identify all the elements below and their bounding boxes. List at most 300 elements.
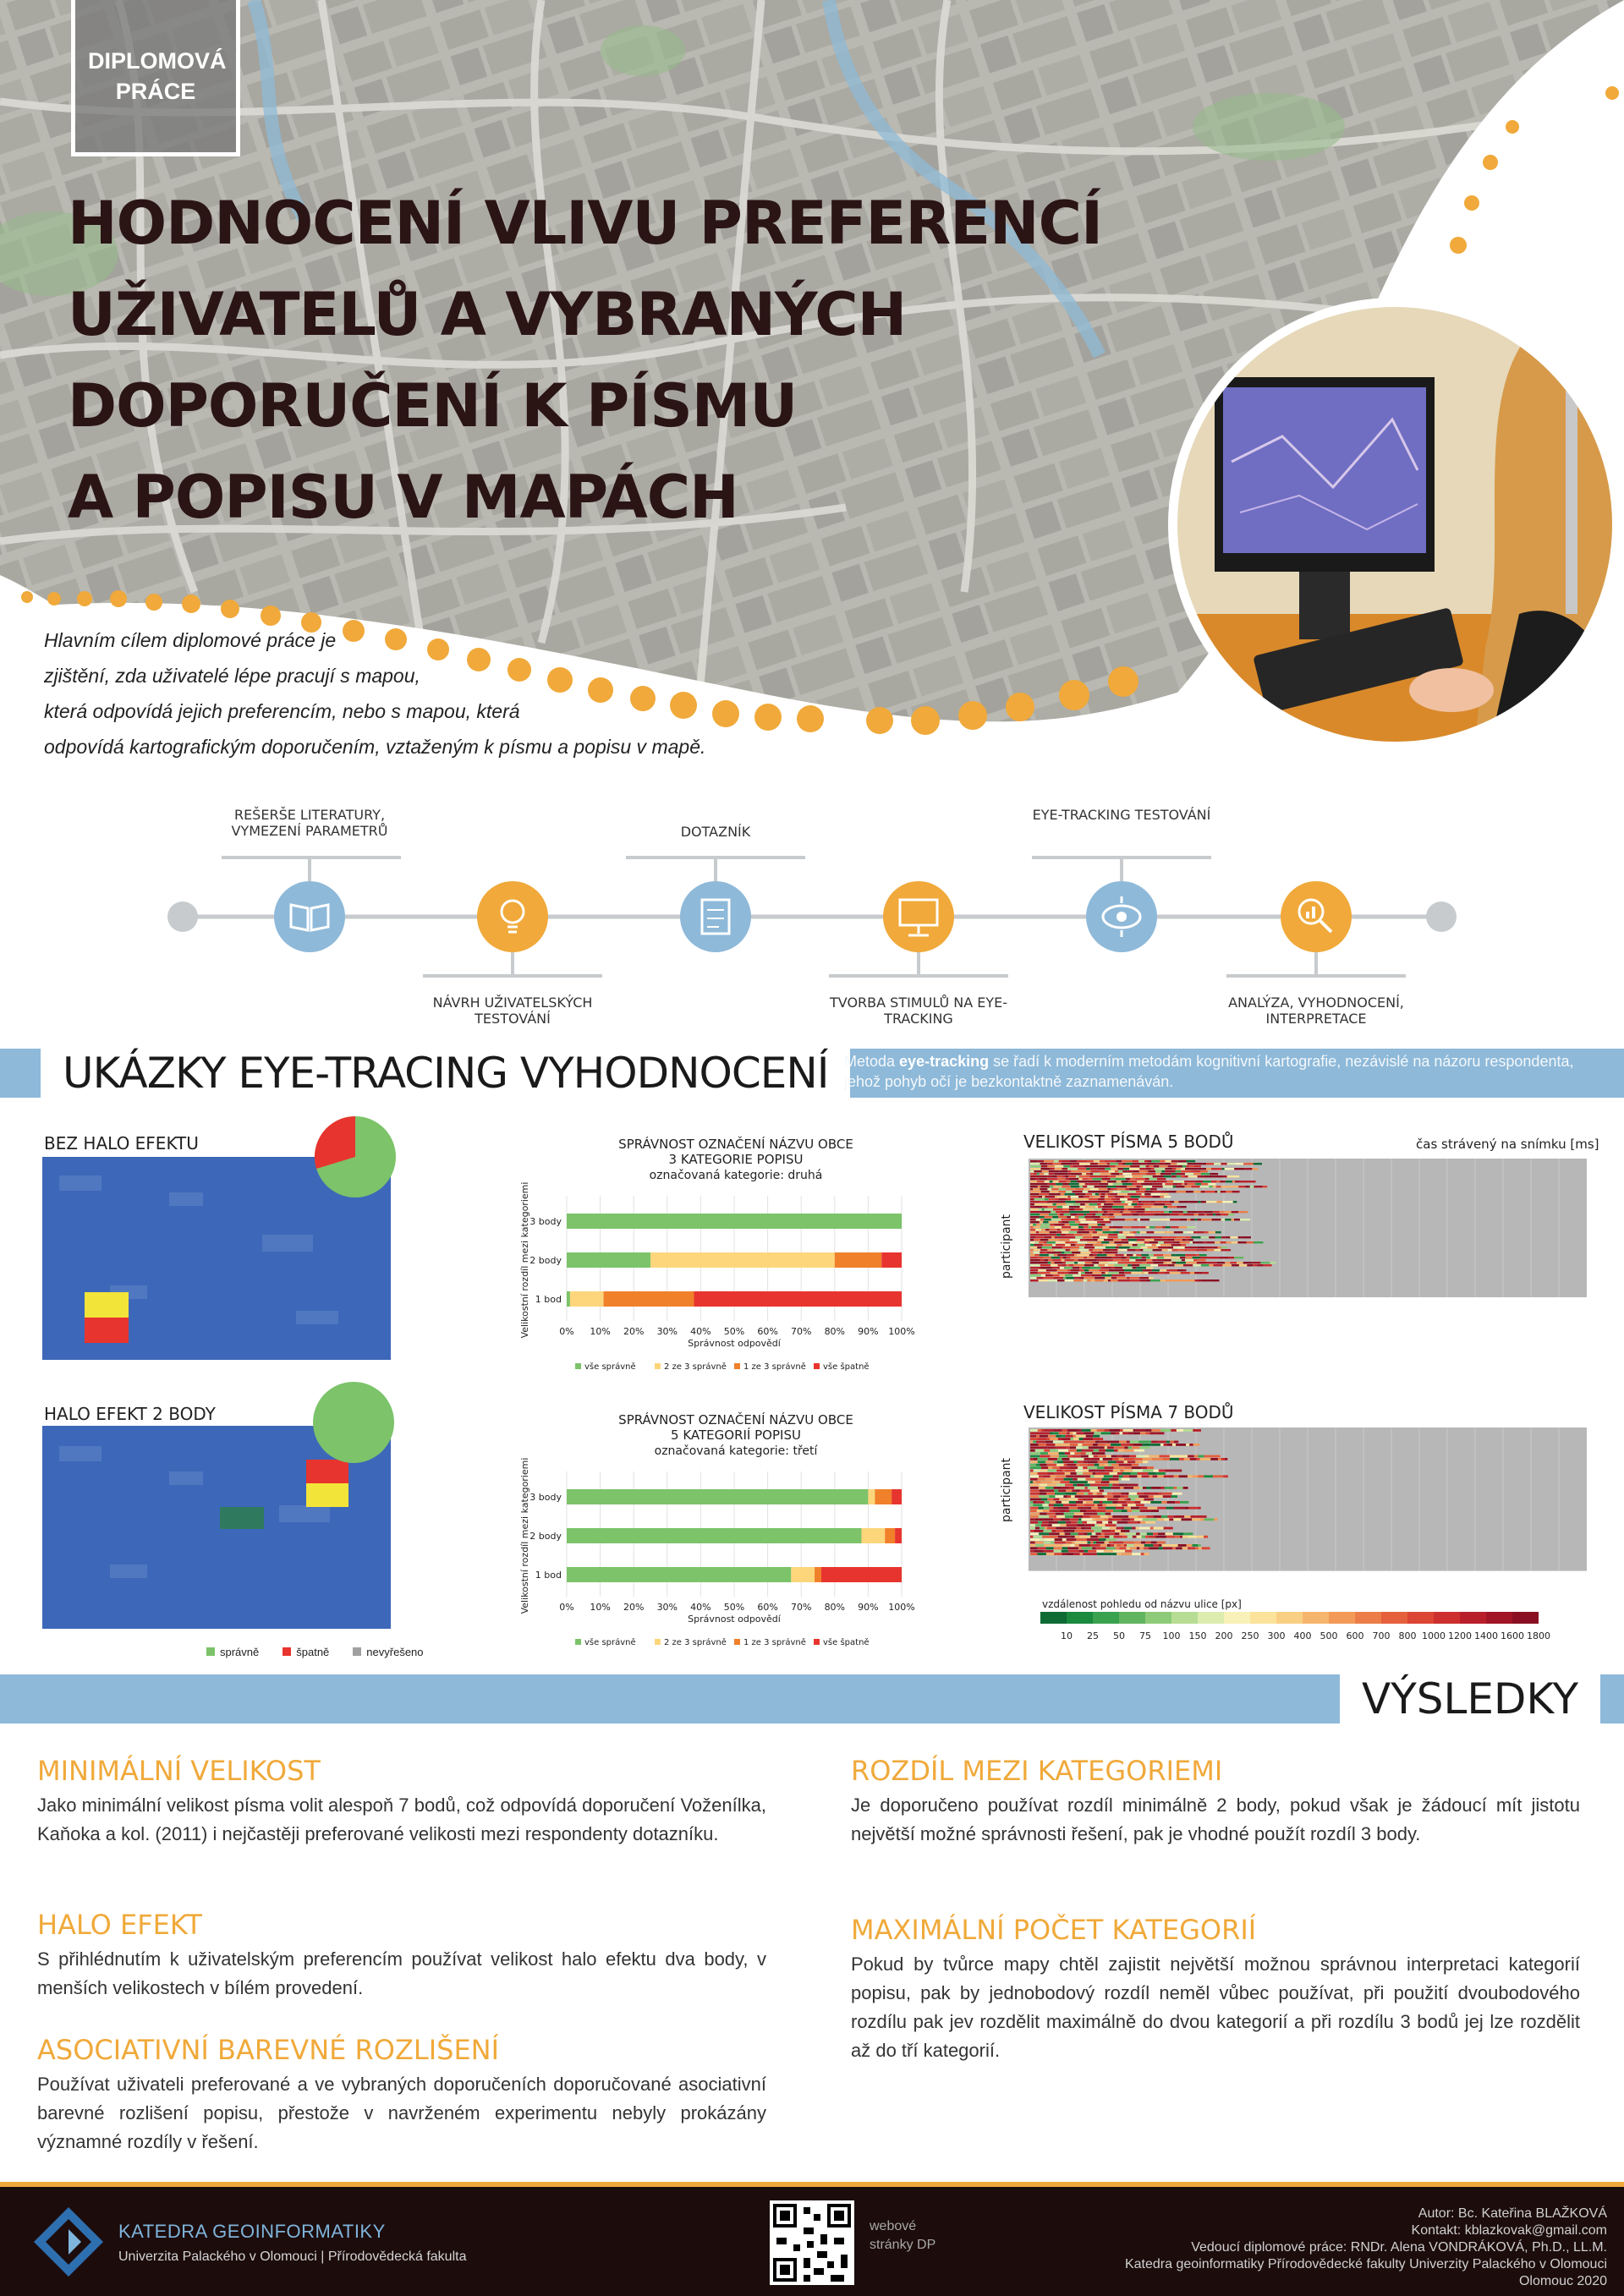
sequence-cell [1078,1229,1085,1230]
sequence-cell [1122,1183,1133,1185]
sequence-cell [1221,1186,1232,1187]
sequence-cell [1238,1186,1245,1187]
sequence-cell [1099,1269,1108,1271]
sequence-cell [1243,1241,1247,1243]
sequence-cell [1045,1460,1054,1463]
sequence-cell [1084,1513,1093,1515]
sequence-cell [1102,1478,1110,1481]
sequence-cell [1068,1550,1078,1553]
sequence-cell [1122,1280,1130,1281]
sequence-cell [1069,1178,1078,1180]
sequence-cell [1047,1241,1056,1243]
sequence-cell [1116,1175,1124,1177]
sequence-cell [1171,1175,1177,1177]
sequence-cell [1146,1165,1149,1167]
sequence-cell [1030,1460,1038,1463]
sequence-cell [1166,1441,1170,1444]
sequence-cell [1139,1165,1145,1167]
workflow-timeline [0,795,1624,1049]
sequence-cell [1094,1530,1102,1532]
sequence-cell [1083,1470,1089,1472]
sequence-cell [1108,1196,1115,1197]
sequence-cell [1111,1198,1116,1200]
legend-tick-label: 800 [1398,1630,1417,1641]
sequence-cell [1151,1193,1160,1195]
sequence-cell [1071,1214,1078,1215]
sequence-cell [1092,1193,1095,1195]
halo-panel-title-2: HALO EFEKT 2 BODY [44,1404,216,1424]
sequence-cell [1194,1214,1199,1215]
sequence-cell [1067,1536,1071,1538]
sequence-cell [1124,1544,1127,1547]
sequence-cell [1180,1219,1187,1220]
sequence-cell [1137,1536,1142,1538]
sequence-cell [1084,1438,1094,1440]
sequence-cell [1106,1550,1113,1553]
sequence-cell [1133,1163,1136,1164]
sequence-cell [1114,1208,1124,1210]
sequence-cell [1093,1173,1100,1175]
sequence-cell [1225,1211,1232,1213]
sequence-cell [1151,1444,1160,1446]
sequence-cell [1214,1163,1221,1164]
sequence-cell [1115,1196,1124,1197]
sequence-cell [1090,1475,1095,1477]
sequence-cell [1069,1206,1077,1208]
sequence-cell [1097,1231,1103,1233]
department-name: KATEDRA GEOINFORMATIKY [118,2221,386,2242]
sequence-cell [1201,1219,1211,1220]
sequence-cell [1098,1224,1101,1225]
sequence-cell [1127,1203,1131,1205]
sequence-cell [1165,1203,1171,1205]
sequence-cell [1232,1186,1238,1187]
sequence-cell [1045,1208,1054,1210]
sequence-cell [1060,1214,1063,1215]
sequence-cell [1088,1487,1098,1489]
sequence-legend-title: vzdálenost pohledu od názvu ulice [px] [1042,1598,1242,1610]
sequence-cell [1064,1267,1073,1269]
sequence-cell [1098,1206,1102,1208]
sequence-cell [1093,1178,1102,1180]
sequence-cell [1166,1226,1171,1228]
sequence-cell [1112,1553,1117,1555]
sequence-cell [1037,1553,1045,1555]
sequence-cell [1092,1495,1097,1498]
sequence-cell [1066,1489,1072,1492]
sequence-cell [1149,1277,1154,1279]
sequence-cell [1135,1178,1145,1180]
legend-swatch [1040,1612,1067,1624]
sequence-cell [1199,1547,1202,1549]
sequence-cell [1166,1280,1176,1281]
sequence-cell [1097,1201,1106,1203]
sequence-cell [1093,1435,1100,1438]
sequence-cell [1062,1206,1069,1208]
sequence-cell [1188,1547,1191,1549]
sequence-cell [1160,1193,1169,1195]
sequence-cell [1222,1168,1225,1170]
sequence-cell [1183,1211,1188,1213]
sequence-cell [1044,1160,1054,1162]
sequence-cell [1052,1247,1062,1248]
sequence-cell [1040,1163,1048,1164]
sequence-cell [1199,1214,1204,1215]
sequence-cell [1213,1186,1216,1187]
sequence-cell [1213,1475,1223,1477]
sequence-cell [1108,1264,1114,1266]
sequence-cell [1034,1239,1040,1241]
sequence-cell [1128,1181,1138,1182]
sequence-cell [1050,1186,1054,1187]
sequence-cell [1047,1464,1056,1466]
sequence-cell [1040,1493,1046,1495]
sequence-cell [1180,1206,1186,1208]
sequence-cell [1183,1532,1193,1535]
legend-swatch [575,1639,581,1645]
sequence-cell [1244,1168,1252,1170]
sequence-cell [1062,1259,1065,1261]
sequence-cell [1141,1542,1145,1544]
sequence-cell [1160,1444,1164,1446]
sequence-cell [1090,1536,1098,1538]
sequence-cell [1073,1435,1076,1438]
sequence-cell [1048,1458,1057,1460]
sequence-cell [1085,1183,1089,1185]
sequence-cell [1170,1272,1181,1274]
sequence-cell [1044,1542,1051,1544]
sequence-cell [1117,1521,1128,1524]
sequence-cell [1040,1464,1046,1466]
sequence-cell [1065,1532,1071,1535]
sequence-cell [1184,1181,1194,1182]
sequence-cell [1155,1211,1164,1213]
sequence-cell [1030,1183,1040,1185]
sequence-cell [1152,1186,1163,1187]
sequence-cell [1077,1211,1082,1213]
sequence-cell [1191,1547,1195,1549]
sequence-cell [1166,1507,1173,1510]
sequence-cell [1109,1542,1113,1544]
sequence-cell [1093,1244,1103,1246]
sequence-cell [1030,1452,1040,1455]
bar-segment [821,1567,902,1582]
legend-swatch [1381,1612,1407,1624]
sequence-cell [1145,1521,1155,1524]
sequence-cell [1139,1527,1150,1530]
sequence-cell [1184,1458,1190,1460]
sequence-cell [1196,1515,1207,1518]
sequence-cell [1067,1429,1078,1432]
sequence-cell [1188,1211,1192,1213]
sequence-cell [1161,1239,1167,1241]
sequence-cell [1038,1472,1048,1475]
sequence-cell [1030,1170,1034,1172]
sequence-cell [1052,1530,1056,1532]
sequence-cell [1136,1254,1141,1256]
step-label-6: ANALÝZA, VYHODNOCENÍ, INTERPRETACE [1228,995,1404,1027]
sequence-cell [1055,1493,1066,1495]
sequence-cell [1098,1168,1106,1170]
sequence-cell [1124,1196,1130,1197]
sequence-cell [1041,1224,1051,1225]
sequence-cell [1140,1231,1147,1233]
sequence-cell [1038,1186,1040,1187]
legend-label: 1 ze 3 správně [743,1638,806,1647]
sequence-cell [1207,1214,1213,1215]
sequence-cell [1072,1252,1080,1253]
sequence-cell [1030,1206,1034,1208]
sequence-cell [1104,1239,1113,1241]
sequence-cell [1177,1269,1183,1271]
legend-tick-label: 1000 [1422,1630,1446,1641]
sequence-cell [1112,1501,1117,1504]
sequence-cell [1223,1475,1228,1477]
result-halo: HALO EFEKT S přihlédnutím k uživatelským preferencím používat velikost halo efektu dva body, v menších velikostech v bílém provedení. [37,1909,766,1998]
sequence-cell [1221,1247,1227,1248]
sequence-cell [1137,1475,1141,1477]
sequence-cell [1109,1478,1118,1481]
bar-segment [791,1567,815,1582]
sequence-cell [1077,1493,1084,1495]
sequence-cell [1095,1547,1106,1549]
sequence-cell [1100,1236,1108,1238]
sequence-cell [1090,1188,1099,1190]
sequence-cell [1040,1435,1048,1438]
sequence-cell [1073,1280,1083,1281]
sequence-cell [1080,1489,1090,1492]
sequence-cell [1079,1441,1085,1444]
sequence-cell [1143,1518,1150,1521]
sequence-cell [1105,1536,1110,1538]
sequence-cell [1030,1239,1034,1241]
sequence-cell [1067,1203,1073,1205]
sequence-cell [1221,1249,1231,1251]
sequence-cell [1186,1165,1188,1167]
sequence-cell [1112,1518,1122,1521]
sequence-cell [1030,1489,1040,1492]
sequence-cell [1095,1524,1097,1526]
sequence-cell [1152,1196,1160,1197]
qr-code-icon[interactable] [770,2200,854,2285]
sequence-cell [1156,1432,1164,1434]
sequence-cell [1077,1181,1087,1182]
sequence-cell [1227,1163,1236,1164]
sequence-cell [1070,1530,1074,1532]
sequence-cell [1120,1550,1125,1553]
sequence-cell [1102,1252,1105,1253]
sequence-cell [1066,1510,1069,1512]
sequence-cell [1112,1521,1117,1524]
sequence-cell [1182,1183,1184,1185]
sequence-cell [1085,1524,1095,1526]
sequence-cell [1101,1432,1111,1434]
sequence-cell [1070,1438,1073,1440]
sequence-cell [1143,1173,1147,1175]
sequence-cell [1167,1444,1172,1446]
sequence-cell [1075,1236,1083,1238]
sequence-cell [1237,1262,1243,1263]
sequence-cell [1169,1518,1173,1521]
sequence-cell [1182,1165,1186,1167]
sequence-cell [1168,1544,1178,1547]
sequence-cell [1239,1264,1247,1266]
sequence-cell [1149,1181,1154,1182]
sequence-cell [1030,1464,1036,1466]
sequence-cell [1144,1544,1154,1547]
sequence-cell [1076,1188,1084,1190]
sequence-cell [1119,1484,1124,1487]
legend-swatch [1224,1612,1250,1624]
sequence-cell [1040,1188,1043,1190]
sequence-cell [1068,1175,1076,1177]
sequence-cell [1071,1244,1076,1246]
sequence-cell [1049,1504,1054,1506]
sequence-cell [1150,1188,1157,1190]
sequence-cell [1073,1191,1083,1192]
sequence-cell [1146,1226,1149,1228]
legend-swatch [734,1639,740,1645]
x-tick-label: 0% [559,1602,574,1613]
sequence-cell [1030,1280,1039,1281]
sequence-cell [1037,1510,1043,1512]
sequence-cell [1129,1259,1135,1261]
step-label-1: REŠERŠE LITERATURY, VYMEZENÍ PARAMETRŮ [231,807,388,839]
sequence-cell [1091,1429,1097,1432]
sequence-cell [1074,1254,1077,1256]
sequence-cell [1171,1259,1182,1261]
sequence-cell [1078,1259,1088,1261]
sequence-cell [1066,1234,1074,1236]
sequence-cell [1202,1547,1210,1549]
bar-segment [835,1252,881,1268]
sequence-cell [1138,1160,1144,1162]
sequence-cell [1160,1455,1170,1458]
sequence-cell [1228,1257,1234,1258]
sequence-cell [1091,1527,1102,1530]
sequence-cell [1051,1272,1058,1274]
result-min-size: MINIMÁLNÍ VELIKOST Jako minimální velikost písma volit alespoň 7 bodů, což odpovídá doporučení Voženílka, Kaňoka a kol. (2011) i nejčastěji preferované velikosti mezi respondenty dotazníku. [37,1755,766,1844]
sequence-cell [1059,1170,1062,1172]
halo-pie-2 [313,1382,394,1463]
sequence-cell [1198,1507,1200,1510]
sequence-cell [1149,1495,1154,1498]
sequence-cell [1118,1163,1122,1164]
sequence-cell [1030,1493,1040,1495]
sequence-cell [1067,1446,1070,1449]
sequence-cell [1030,1214,1040,1215]
sequence-cell [1144,1181,1149,1182]
sequence-cell [1140,1487,1143,1489]
sequence-cell [1055,1495,1063,1498]
sequence-cell [1145,1244,1152,1246]
sequence-cell [1122,1231,1129,1233]
participant-axis-label: participant [1000,1214,1013,1280]
sequence-cell [1168,1249,1172,1251]
sequence-cell [1112,1257,1122,1258]
sequence-chart-5pt [995,1153,1595,1375]
sequence-cell [1095,1186,1101,1187]
sequence-cell [1183,1269,1187,1271]
sequence-cell [1070,1446,1076,1449]
y-axis-label: Velikostní rozdíl mezi kategoriemi [519,1181,530,1339]
sequence-cell [1089,1455,1094,1458]
sequence-cell [1113,1510,1122,1512]
sequence-cell [1039,1515,1049,1518]
sequence-cell [1133,1254,1137,1256]
sequence-cell [1111,1168,1117,1170]
sequence-cell [1129,1493,1138,1495]
sequence-cell [1076,1175,1079,1177]
sequence-cell [1106,1193,1108,1195]
sequence-cell [1074,1234,1083,1236]
sequence-cell [1048,1452,1059,1455]
sequence-cell [1132,1527,1136,1530]
sequence-cell [1048,1466,1052,1469]
sequence-cell [1141,1201,1150,1203]
sequence-cell [1184,1183,1187,1185]
sequence-cell [1192,1168,1199,1170]
sequence-cell [1046,1234,1056,1236]
sequence-cell [1071,1198,1078,1200]
sequence-cell [1042,1536,1049,1538]
sequence-cell [1030,1472,1038,1475]
sequence-cell [1185,1280,1194,1281]
sequence-cell [1030,1178,1035,1180]
sequence-cell [1116,1277,1127,1279]
sequence-cell [1035,1542,1044,1544]
sequence-cell [1045,1538,1054,1541]
sequence-cell [1030,1226,1034,1228]
sequence-cell [1064,1280,1073,1281]
sequence-cell [1129,1168,1139,1170]
sequence-cell [1044,1219,1051,1220]
sequence-cell [1124,1466,1131,1469]
sequence-cell [1130,1441,1138,1444]
sequence-cell [1039,1487,1045,1489]
sequence-cell [1156,1472,1166,1475]
sequence-cell [1166,1181,1173,1182]
sequence-cell [1095,1277,1105,1279]
sequence-cell [1084,1550,1088,1553]
sequence-cell [1055,1173,1058,1175]
sequence-cell [1117,1501,1127,1504]
sequence-cell [1106,1547,1116,1549]
x-tick-label: 40% [690,1602,711,1613]
sequence-cell [1198,1475,1204,1477]
sequence-cell [1071,1247,1079,1248]
sequence-cell [1150,1518,1157,1521]
sequence-cell [1059,1191,1066,1192]
sequence-cell [1071,1495,1075,1498]
sequence-cell [1042,1244,1052,1246]
sequence-cell [1040,1254,1049,1256]
result-category-diff: ROZDÍL MEZI KATEGORIEMI Je doporučeno používat rozdíl minimálně 2 body, pokud však je žádoucí mít jistotu největší možné správnosti řešení, pak je vhodné použít rozdíl 3 body. [851,1755,1580,1844]
sequence-cell [1071,1226,1078,1228]
sequence-cell [1066,1262,1074,1263]
x-tick-label: 20% [623,1326,645,1337]
sequence-cell [1030,1181,1037,1182]
sequence-cell [1082,1444,1093,1446]
sequence-cell [1127,1484,1138,1487]
sequence-cell [1130,1231,1133,1233]
sequence-cell [1068,1441,1078,1444]
sequence-cell [1034,1244,1043,1246]
sequence-cell [1165,1183,1172,1185]
bar-segment [567,1528,861,1543]
sequence-cell [1169,1211,1172,1213]
sequence-cell [1058,1216,1067,1218]
